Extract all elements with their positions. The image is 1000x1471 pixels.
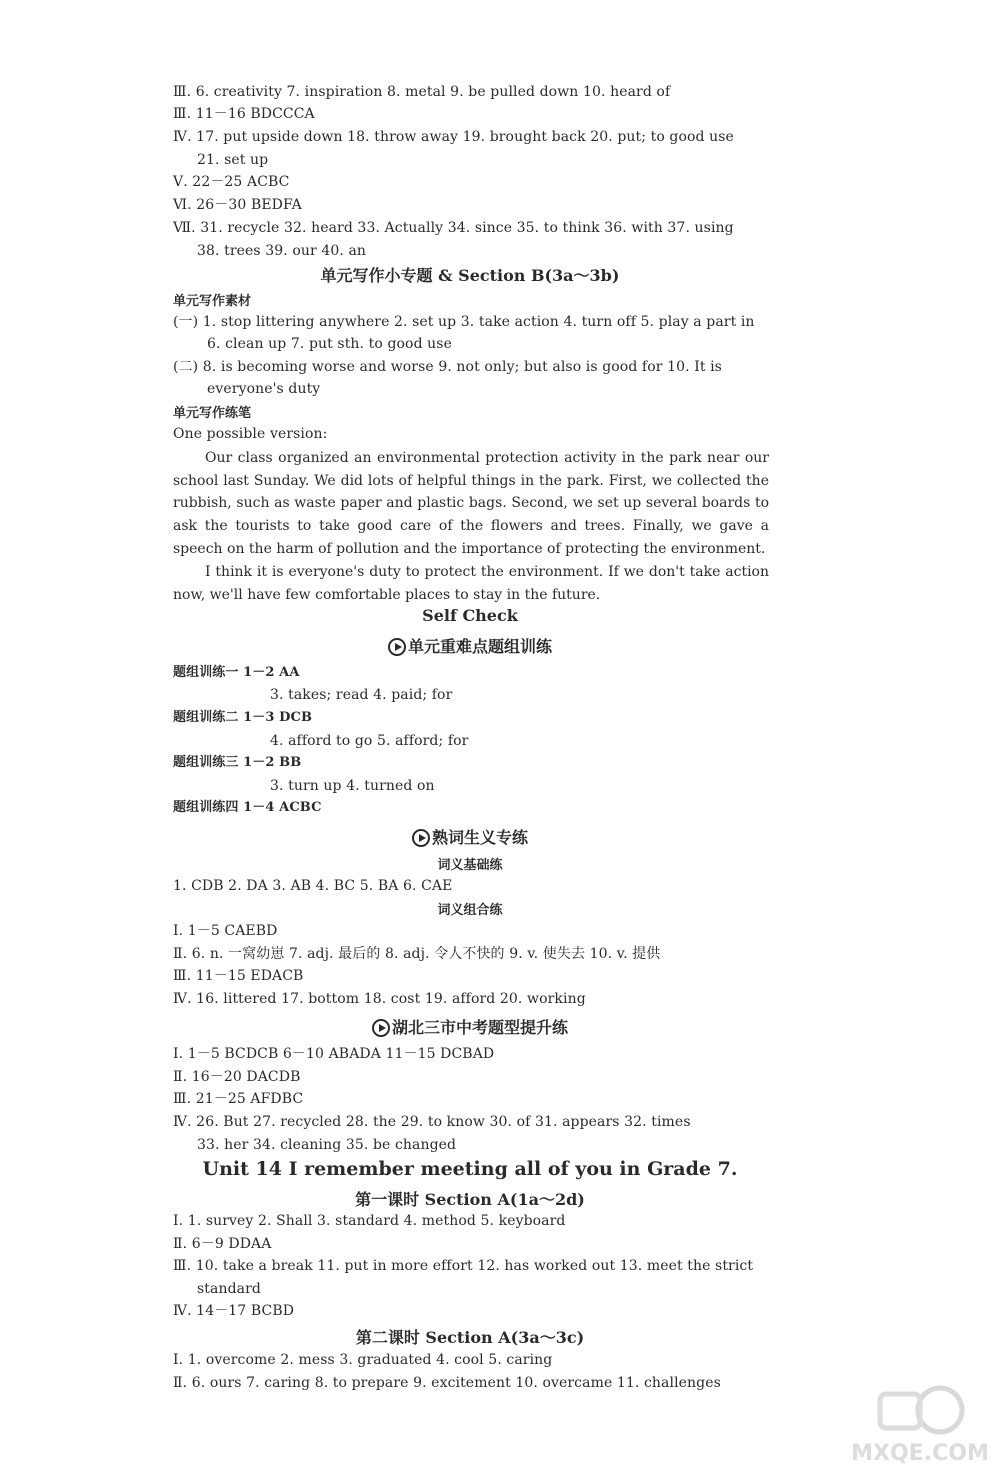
answer-line: Ⅳ. 14－17 BCBD xyxy=(173,1303,295,1319)
answer-line: Ⅲ. 11－15 EDACB xyxy=(173,968,304,984)
answer-line: 1. CDB 2. DA 3. AB 4. BC 5. BA 6. CAE xyxy=(173,878,453,894)
watermark-text: MXQE.COM xyxy=(851,1441,989,1466)
lesson-2-heading: 第二课时 Section A(3a～3c) xyxy=(355,1328,585,1347)
answer-line: 21. set up xyxy=(197,152,269,168)
answer-line: Ⅳ. 26. But 27. recycled 28. the 29. to know 30. of 31. appears 32. times xyxy=(173,1114,691,1130)
group-line: 3. turn up 4. turned on xyxy=(270,778,435,794)
group-line: 题组训练一 1－2 AA xyxy=(173,665,300,680)
answer-line: 33. her 34. cleaning 35. be changed xyxy=(197,1137,457,1153)
answer-line: Ⅰ. 1. survey 2. Shall 3. standard 4. method 5. keyboard xyxy=(173,1213,566,1229)
key-points-heading: 单元重难点题组训练 xyxy=(0,634,940,657)
answer-line: Ⅲ. 10. take a break 11. put in more effort 12. has worked out 13. meet the strict xyxy=(173,1258,754,1274)
answer-line: 6. clean up 7. put sth. to good use xyxy=(207,336,452,352)
group-line: 题组训练三 1－2 BB xyxy=(173,755,302,770)
group-line: 3. takes; read 4. paid; for xyxy=(270,687,453,703)
combo-heading: 词义组合练 xyxy=(437,903,503,918)
play-arrow-icon xyxy=(388,638,406,656)
essay-paragraph-2: I think it is everyone's duty to protect the environment. If we don't take action now, we'll have few comfortable places to stay in the future. xyxy=(173,564,769,603)
answer-line: Ⅲ. 11－16 BDCCCA xyxy=(173,106,315,122)
essay-paragraph-1: Our class organized an environmental protection activity in the park near our school last Sunday. We did lots of helpful things in the park. First, we collected the rubbish, such as waste paper and plastic bags. Second, we set up several boards to ask the tourists to take good care of the flowers and trees. Finally, we gave a speech on the harm of pollution and the importance of protecting the environment. xyxy=(173,450,769,557)
hubei-heading: 湖北三市中考题型提升练 xyxy=(0,1015,940,1038)
answer-line: Ⅲ. 21－25 AFDBC xyxy=(173,1091,304,1107)
watermark-logo xyxy=(840,1380,1000,1470)
answer-line: 38. trees 39. our 40. an xyxy=(197,243,367,259)
answer-line: Ⅲ. 6. creativity 7. inspiration 8. metal 9. be pulled down 10. heard of xyxy=(173,84,671,100)
answer-line: (二) 8. is becoming worse and worse 9. not only; but also is good for 10. It is xyxy=(173,359,722,375)
answer-line: Ⅱ. 6. ours 7. caring 8. to prepare 9. excitement 10. overcame 11. challenges xyxy=(173,1375,721,1391)
answer-line: Ⅰ. 1－5 BCDCB 6－10 ABADA 11－15 DCBAD xyxy=(173,1046,495,1062)
group-line: 4. afford to go 5. afford; for xyxy=(270,733,469,749)
play-arrow-icon xyxy=(412,829,430,847)
writing-section-heading: 单元写作小专题 & Section B(3a～3b) xyxy=(320,266,620,285)
material-heading: 单元写作素材 xyxy=(173,294,252,309)
answer-line: Ⅰ. 1. overcome 2. mess 3. graduated 4. cool 5. caring xyxy=(173,1352,553,1368)
answer-line: Ⅰ. 1－5 CAEBD xyxy=(173,923,278,939)
practice-heading: 单元写作练笔 xyxy=(173,406,252,421)
group-line: 题组训练二 1－3 DCB xyxy=(173,710,313,725)
answer-line: Ⅵ. 26－30 BEDFA xyxy=(173,197,302,213)
answer-line: Ⅱ. 16－20 DACDB xyxy=(173,1069,301,1085)
answer-line: (一) 1. stop littering anywhere 2. set up 3. take action 4. turn off 5. play a part in xyxy=(173,314,755,330)
basic-heading: 词义基础练 xyxy=(437,858,503,873)
answer-line: Ⅶ. 31. recycle 32. heard 33. Actually 34. since 35. to think 36. with 37. using xyxy=(173,220,734,236)
answer-line: Ⅳ. 16. littered 17. bottom 18. cost 19. afford 20. working xyxy=(173,991,586,1007)
familiar-words-heading: 熟词生义专练 xyxy=(0,825,940,848)
answer-line: Ⅱ. 6－9 DDAA xyxy=(173,1236,272,1252)
answer-line: Ⅱ. 6. n. 一窝幼崽 7. adj. 最后的 8. adj. 令人不快的 9. v. 使失去 10. v. 提供 xyxy=(173,946,661,962)
lesson-1-heading: 第一课时 Section A(1a～2d) xyxy=(355,1190,585,1209)
answer-line: standard xyxy=(197,1281,261,1297)
group-line: 题组训练四 1－4 ACBC xyxy=(173,800,322,815)
answer-line: Ⅳ. 17. put upside down 18. throw away 19. brought back 20. put; to good use xyxy=(173,129,734,145)
answer-line: Ⅴ. 22－25 ACBC xyxy=(173,174,290,190)
play-arrow-icon xyxy=(372,1019,390,1037)
unit-title: Unit 14 I remember meeting all of you in Grade 7. xyxy=(202,1158,738,1180)
answer-line: everyone's duty xyxy=(207,381,321,397)
self-check-heading: Self Check xyxy=(422,606,518,625)
version-label: One possible version: xyxy=(173,426,328,442)
